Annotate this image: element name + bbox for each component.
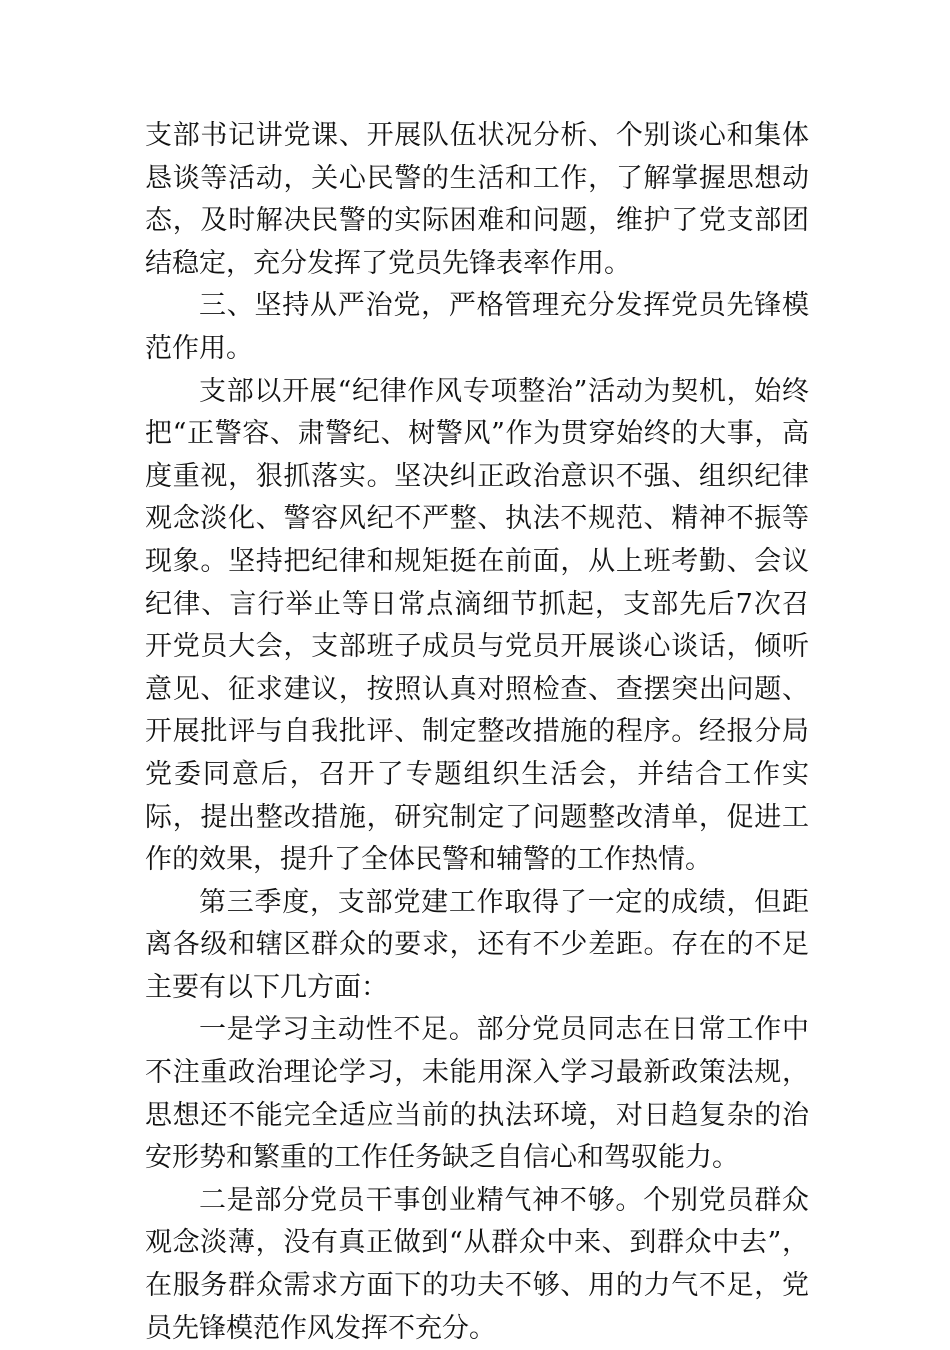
document-body [145,115,809,1350]
paragraph-3: 支部以开展“纪律作风专项整治”活动为契机，始终把“正警容、肃警纪、树警风”作为贯穿始终的大事，高度重视，狠抓落实。坚决纠正政治意识不强、组织纪律观念淡化、警容风纪不严整、执法不规范、精神不振等现象。坚持把纪律和规矩挺在前面，从上班考勤、会议纪律、言行举止等日常点滴细节抓起，支部先后7次召开党员大会，支部班子成员与党员开展谈心谈话，倾听意见、征求建议，按照认真对照检查、查摆突出问题、开展批评与自我批评、制定整改措施的程序。经报分局党委同意后，召开了专题组织生活会，并结合工作实际，提出整改措施，研究制定了问题整改清单，促进工作的效果，提升了全体民警和辅警的工作热情。 [145,375,809,876]
paragraph-1: 支部书记讲党课、开展队伍状况分析、个别谈心和集体恳谈等活动，关心民警的生活和工作，了解掌握思想动态，及时解决民警的实际困难和问题，维护了党支部团结稳定，充分发挥了党员先锋表率作用。 [145,120,809,279]
paragraph-2-section-heading: 三、坚持从严治党，严格管理充分发挥党员先锋模范作用。 [145,290,809,364]
paragraph-5: 一是学习主动性不足。部分党员同志在日常工作中不注重政治理论学习，未能用深入学习最新政策法规，思想还不能完全适应当前的执法环境，对日趋复杂的治安形势和繁重的工作任务缺乏自信心和驾驭能力。 [145,1014,809,1174]
paragraph-4: 第三季度，支部党建工作取得了一定的成绩，但距离各级和辖区群众的要求，还有不少差距。存在的不足主要有以下几方面： [145,886,809,1003]
paragraph-6: 二是部分党员干事创业精气神不够。个别党员群众观念淡薄，没有真正做到“从群众中来、到群众中去”，在服务群众需求方面下的功夫不够、用的力气不足，党员先锋模范作风发挥不充分。 [145,1184,809,1344]
